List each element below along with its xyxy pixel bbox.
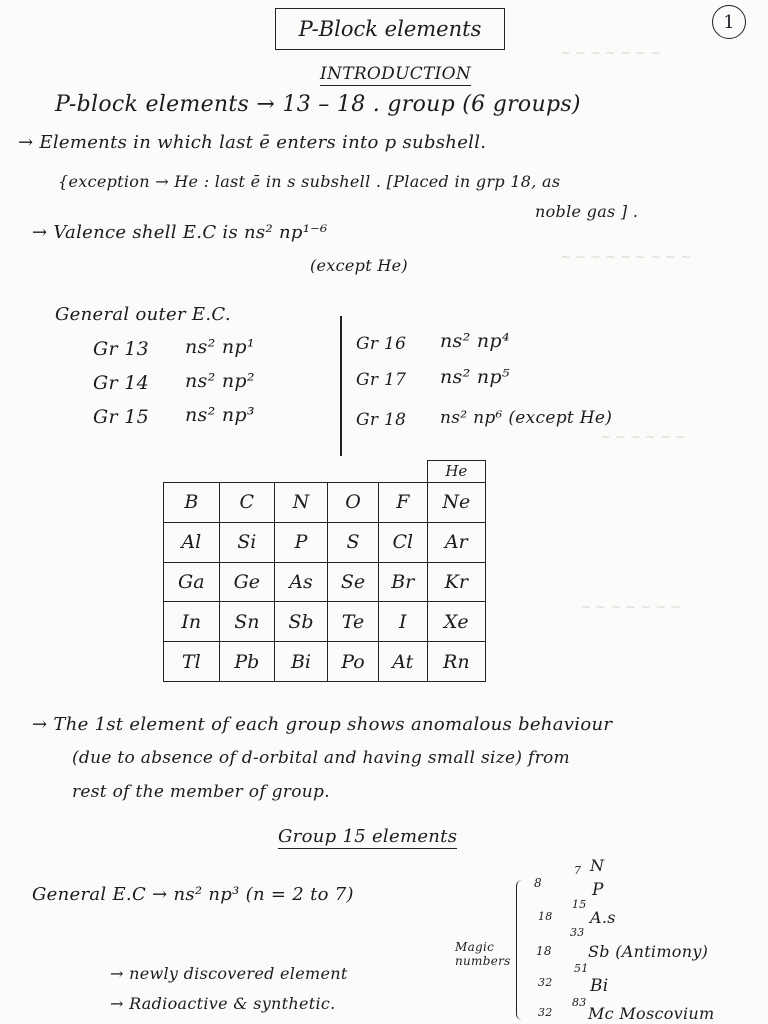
table-cell: S — [327, 522, 378, 562]
table-row — [164, 482, 486, 522]
element-symbol: Sb (Antimony) — [588, 942, 709, 961]
element-symbol: A.s — [590, 908, 616, 927]
atomic-number: 15 — [572, 898, 587, 911]
magic-number: 8 — [534, 876, 542, 890]
table-cell: Rn — [427, 642, 485, 682]
gr18-config: ns² np⁶ (except He) — [440, 408, 613, 428]
table-cell: Cl — [379, 522, 428, 562]
table-cell: He — [427, 461, 485, 483]
table-cell: Te — [327, 602, 378, 642]
gr14-label: Gr 14 — [93, 372, 149, 394]
intro-line-2: → Elements in which last ē enters into p subshell. — [18, 132, 487, 153]
table-row — [164, 602, 486, 642]
element-symbol: Mc Moscovium — [588, 1004, 715, 1023]
table-cell: Al — [164, 522, 220, 562]
table-cell: Se — [327, 562, 378, 602]
atomic-number: 33 — [570, 926, 585, 939]
table-cell: Bi — [275, 642, 328, 682]
gr18-label: Gr 18 — [356, 410, 407, 430]
table-cell: Sn — [219, 602, 274, 642]
gr14-config: ns² np² — [185, 370, 255, 392]
gr17-config: ns² np⁵ — [440, 366, 510, 388]
brace-bracket — [516, 880, 527, 1020]
gr17-label: Gr 17 — [356, 370, 407, 390]
table-cell: Ga — [164, 562, 220, 602]
table-cell: Ne — [427, 482, 485, 522]
table-cell: N — [275, 482, 328, 522]
magic-number: 32 — [538, 1006, 553, 1019]
element-symbol: P — [592, 880, 604, 900]
table-cell: Pb — [219, 642, 274, 682]
group15-heading: Group 15 elements — [278, 826, 458, 847]
magic-number: 18 — [536, 944, 552, 958]
table-cell: In — [164, 602, 220, 642]
table-cell: O — [327, 482, 378, 522]
bleed-through-text: ~ ~ ~ ~ ~ ~ — [600, 430, 687, 445]
table-cell: B — [164, 482, 220, 522]
table-cell: F — [379, 482, 428, 522]
intro-line-5: → Valence shell E.C is ns² np¹⁻⁶ — [32, 222, 328, 243]
table-cell: Po — [327, 642, 378, 682]
element-symbol: Bi — [590, 976, 609, 996]
table-cell: C — [219, 482, 274, 522]
gr13-config: ns² np¹ — [185, 336, 255, 358]
note-line: → Radioactive & synthetic. — [110, 994, 336, 1013]
bleed-through-text: ~ ~ ~ ~ ~ ~ ~ — [560, 46, 662, 61]
anomaly-line-3: rest of the member of group. — [72, 782, 330, 802]
intro-line-3: {exception → He : last ē in s subshell . [Placed in grp 18, as — [58, 172, 561, 191]
table-row — [164, 562, 486, 602]
magic-number: 18 — [538, 910, 553, 923]
element-symbol: N — [590, 856, 605, 875]
divider-line — [340, 316, 342, 456]
bleed-through-text: ~ ~ ~ ~ ~ ~ ~ — [580, 600, 682, 615]
table-cell: Si — [219, 522, 274, 562]
table-cell: Kr — [427, 562, 485, 602]
anomaly-line-1: → The 1st element of each group shows anomalous behaviour — [32, 714, 613, 735]
intro-line-7: General outer E.C. — [55, 304, 231, 325]
table-cell: Sb — [275, 602, 328, 642]
atomic-number: 51 — [574, 962, 589, 975]
page-number: 1 — [712, 5, 746, 39]
table-cell: Ge — [219, 562, 274, 602]
table-cell: Xe — [427, 602, 485, 642]
gr15-label: Gr 15 — [93, 406, 149, 428]
table-cell: Ar — [427, 522, 485, 562]
gr16-config: ns² np⁴ — [440, 330, 510, 352]
table-cell: Br — [379, 562, 428, 602]
gr16-label: Gr 16 — [356, 334, 407, 354]
table-row — [164, 522, 486, 562]
table-cell: As — [275, 562, 328, 602]
gr15-config: ns² np³ — [185, 404, 255, 426]
group15-general-ec: General E.C → ns² np³ (n = 2 to 7) — [32, 884, 354, 905]
table-row — [164, 642, 486, 682]
page-title: P-Block elements — [275, 8, 505, 50]
table-cell: P — [275, 522, 328, 562]
p-block-table — [163, 460, 486, 682]
gr13-label: Gr 13 — [93, 338, 149, 360]
intro-line-4: noble gas ] . — [535, 202, 639, 221]
atomic-number: 83 — [572, 996, 587, 1009]
intro-heading: INTRODUCTION — [320, 64, 472, 84]
anomaly-line-2: (due to absence of d-orbital and having small size) from — [72, 748, 570, 768]
intro-line-6: (except He) — [310, 256, 408, 275]
table-row — [164, 461, 486, 483]
intro-line-1: P-block elements → 13 – 18 . group (6 groups) — [55, 92, 581, 117]
atomic-number: 7 — [574, 864, 582, 877]
note-line: → newly discovered element — [110, 964, 348, 983]
table-cell: Tl — [164, 642, 220, 682]
bleed-through-text: ~ ~ ~ ~ ~ ~ ~ ~ ~ — [560, 250, 692, 265]
magic-number: 32 — [538, 976, 553, 989]
table-cell: At — [379, 642, 428, 682]
magic-numbers-label: Magic numbers — [455, 940, 511, 968]
table-cell: I — [379, 602, 428, 642]
